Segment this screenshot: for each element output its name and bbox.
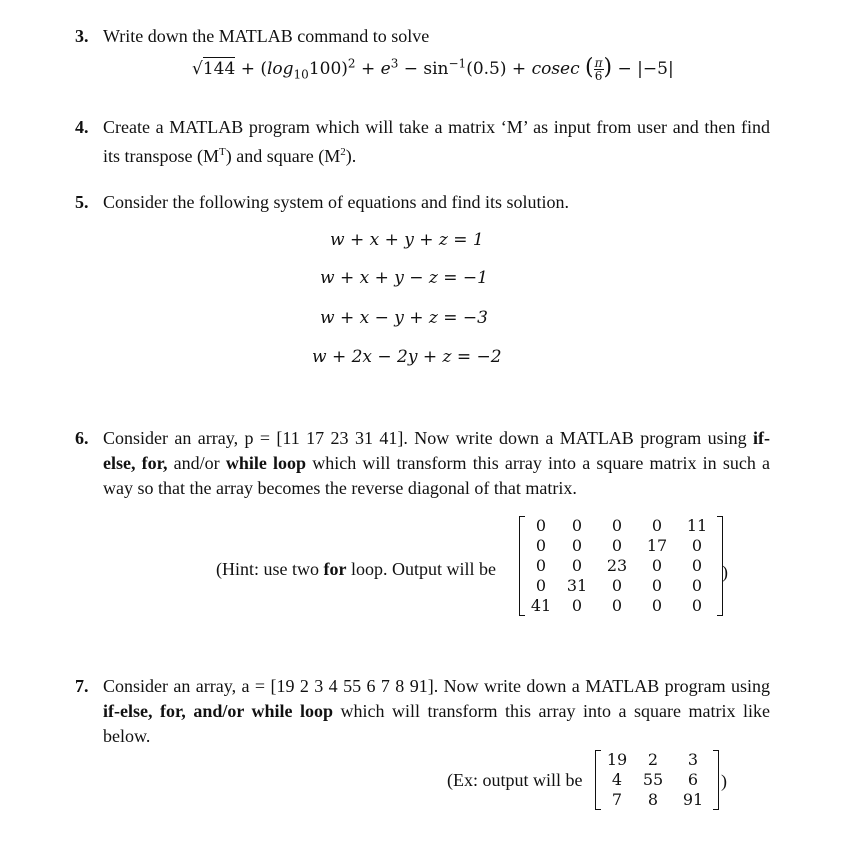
matrix-cell: 31 [566, 576, 588, 595]
expr-part: − sin [398, 59, 449, 79]
matrix-cell: 0 [691, 556, 703, 575]
bold-keyword: if-else, for, and/or while loop [103, 701, 334, 721]
matrix-cell: 0 [535, 576, 547, 595]
sqrt-argument: 144 [202, 59, 236, 79]
question-text [103, 674, 770, 749]
text-line: ) and square (M [225, 146, 341, 166]
q3-expression: $√144 + (\log_{10}100)^2 + e^3 - \sin^{-1}(0.5) + cosec$ ( $\frac{\pi}{6}$ ) − |−5| [192, 55, 674, 83]
superscript: 2 [340, 146, 346, 158]
exponent: 3 [390, 56, 399, 71]
question-text: Write down the MATLAB command to solve [103, 26, 430, 46]
text-line: Create a MATLAB program which will take a matrix ‘M’ as input from user and then [103, 117, 736, 137]
text-line: ). [345, 146, 357, 166]
matrix-cell: 0 [651, 516, 663, 535]
question-number: 7. [75, 676, 89, 696]
question-4 [75, 115, 770, 169]
text-span: Consider an array, p = [11 17 23 31 41]. Now write down a MATLAB program using [103, 428, 747, 448]
text-span: which will transform this array into a square matrix like below. [103, 701, 770, 746]
fraction-denominator: 6 [594, 69, 603, 83]
text-line: find its transpose (M [103, 117, 770, 166]
matrix-cell: 0 [691, 596, 703, 615]
matrix-cell: 0 [571, 516, 583, 535]
q7-example-close: ) [721, 771, 727, 791]
hint-text: loop. Output will be [346, 559, 496, 579]
question-text [103, 426, 770, 501]
log-text: log [266, 59, 294, 79]
matrix-cell: 0 [571, 556, 583, 575]
q7-example: (Ex: output will be [447, 770, 583, 790]
question-number: 4. [75, 117, 89, 137]
question-text [103, 115, 770, 169]
matrix-cell: 0 [611, 516, 623, 535]
question-6 [75, 426, 770, 501]
exponent: −1 [448, 56, 467, 71]
equation-2: w + x + y − z = −1 [320, 268, 488, 288]
matrix-cell: 4 [611, 770, 623, 789]
matrix-table [601, 750, 713, 810]
q6-hint [216, 559, 496, 580]
matrix-cell: 41 [530, 596, 552, 615]
text-span: and/or [167, 453, 226, 473]
superscript: T [219, 146, 226, 158]
matrix-cell: 0 [611, 576, 623, 595]
matrix-cell: 0 [535, 536, 547, 555]
expr-part: + ( [235, 59, 267, 79]
question-number: 6. [75, 428, 89, 448]
matrix-cell: 0 [651, 556, 663, 575]
expr-part: + e [355, 59, 391, 79]
matrix-cell: 0 [535, 516, 547, 535]
equation-1: w + x + y + z = 1 [330, 230, 484, 250]
matrix-cell: 19 [606, 750, 628, 769]
matrix-cell: 7 [611, 790, 623, 809]
question-number: 5. [75, 192, 89, 212]
matrix-cell: 0 [651, 576, 663, 595]
exponent: 2 [347, 56, 356, 71]
log-base: 10 [293, 67, 309, 82]
matrix-cell: 0 [571, 596, 583, 615]
cosec-text: cosec [531, 59, 580, 79]
question-3 [75, 24, 770, 49]
question-text: Consider the following system of equations and find its solution. [103, 192, 569, 212]
expr-part: − |−5| [612, 59, 674, 79]
matrix-cell: 55 [642, 770, 664, 789]
matrix-cell: 0 [691, 576, 703, 595]
matrix-cell: 2 [647, 750, 659, 769]
matrix-cell: 11 [686, 516, 708, 535]
matrix-cell: 0 [611, 596, 623, 615]
matrix-cell: 6 [687, 770, 699, 789]
expr-part: 100) [308, 59, 348, 79]
q6-matrix [525, 516, 717, 616]
bold-keyword: while loop [225, 453, 307, 473]
expr-part: (0.5) + [466, 59, 532, 79]
bold-keyword: for [323, 559, 347, 579]
hint-text: (Hint: use two [216, 559, 324, 579]
matrix-cell: 8 [647, 790, 659, 809]
question-7 [75, 674, 770, 749]
bold-keyword: if-else, for, [103, 428, 771, 473]
q6-hint-close: ) [722, 562, 728, 582]
fraction-numerator: π [594, 56, 603, 70]
q7-matrix [601, 750, 713, 810]
equation-4: w + 2x − 2y + z = −2 [312, 347, 502, 367]
text-span: Consider an array, a = [19 2 3 4 55 6 7 8 91]. Now write down a MATLAB program using [103, 676, 770, 696]
text-span: which will transform this array into a square matrix in such a way so that the array becomes the reverse diagonal of that matrix. [103, 453, 770, 498]
matrix-cell: 0 [535, 556, 547, 575]
question-number: 3. [75, 26, 89, 46]
fraction [594, 57, 604, 82]
matrix-cell: 0 [691, 536, 703, 555]
matrix-cell: 3 [687, 750, 699, 769]
matrix-cell: 17 [646, 536, 668, 555]
matrix-cell: 23 [606, 556, 628, 575]
matrix-cell: 0 [651, 596, 663, 615]
matrix-cell: 91 [682, 790, 704, 809]
question-5 [75, 190, 770, 215]
matrix-table [525, 516, 717, 616]
matrix-cell: 0 [611, 536, 623, 555]
matrix-cell: 0 [571, 536, 583, 555]
equation-3: w + x − y + z = −3 [320, 308, 488, 328]
